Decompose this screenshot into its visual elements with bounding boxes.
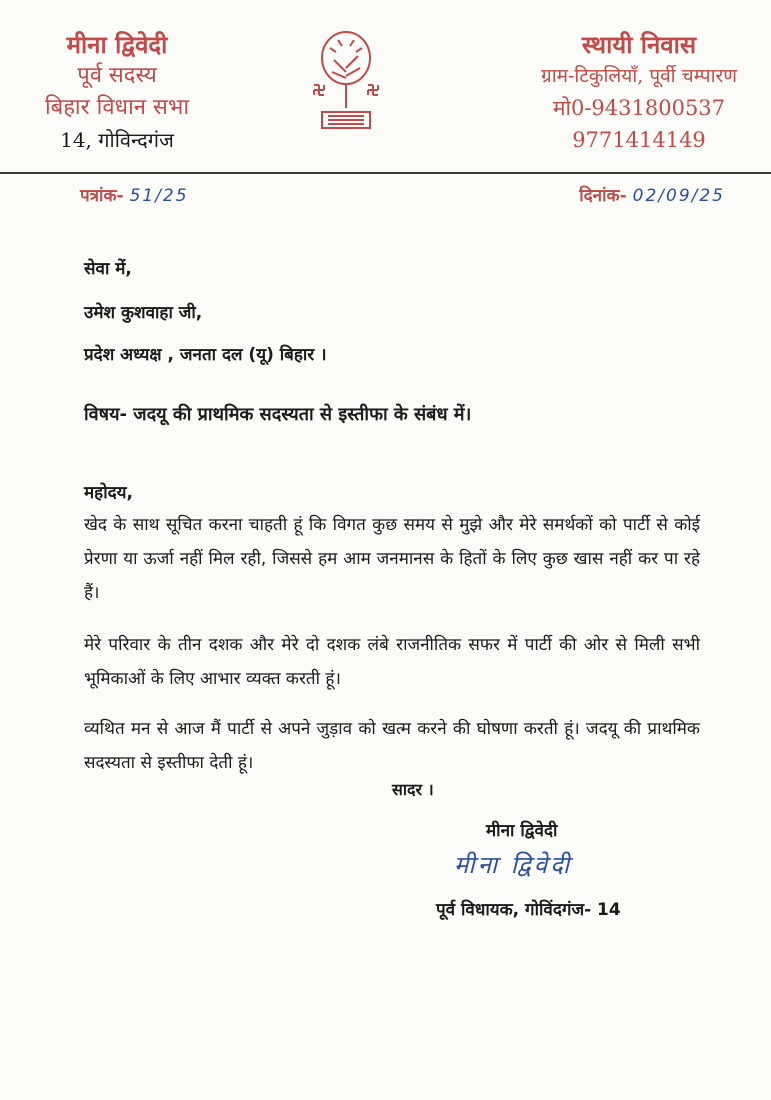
letterhead-constituency: 14, गोविन्दगंज [60, 128, 174, 152]
letterhead-left [22, 30, 212, 156]
mobile-number-1: मो0-9431800537 [552, 96, 726, 120]
salutation: महोदय, [84, 483, 133, 503]
header-divider [0, 172, 771, 174]
letterhead-right [529, 30, 749, 156]
recipient-line-2: उमेश कुशवाहा जी, [84, 303, 203, 323]
signatory-name: मीना द्विवेदी [486, 821, 558, 841]
reference-number [80, 183, 189, 206]
paragraph-2: मेरे परिवार के तीन दशक और मेरे दो दशक लंबे राजनीतिक सफर में पार्टी की ओर से मिली सभी भूमिकाओं के लिए आभार व्यक्त करती हूं। [84, 635, 700, 689]
reference-label: पत्रांक- [80, 186, 124, 206]
recipient-line-1: सेवा में, [84, 259, 132, 279]
letterhead-assembly: बिहार विधान सभा [44, 95, 190, 120]
residence-address: ग्राम-टिकुलियाँ, पूर्वी चम्पारण [541, 65, 737, 87]
reference-value: 51/25 [129, 186, 189, 206]
letter-date [579, 183, 725, 206]
mobile-number-2: 9771414149 [572, 128, 706, 152]
date-value: 02/09/25 [632, 186, 725, 206]
paragraph-1: खेद के साथ सूचित करना चाहती हूं कि विगत कुछ समय से मुझे और मेरे समर्थकों को पार्टी से कोई प्रेरणा या ऊर्जा नहीं मिल रही, जिससे हम आम जनमानस के हितों के लिए कुछ खास नहीं कर पा रहे हैं। [84, 515, 700, 603]
residence-heading: स्थायी निवास [581, 30, 697, 59]
handwritten-signature: मीना द्विवेदी [454, 851, 573, 879]
letterhead-name: मीना द्विवेदी [66, 30, 168, 59]
closing: सादर । [392, 780, 434, 799]
signatory-designation: पूर्व विधायक, गोविंदगंज- 14 [436, 900, 621, 920]
date-label: दिनांक- [579, 186, 627, 206]
tree-emblem-icon [308, 28, 384, 132]
subject-line: विषय- जदयू की प्राथमिक सदस्यता से इस्तीफा के संबंध में। [84, 404, 472, 425]
letterhead-title: पूर्व सदस्य [77, 63, 157, 88]
paragraph-3: व्यथित मन से आज मैं पार्टी से अपने जुड़ाव को खत्म करने की घोषणा करती हूं। जदयू की प्राथमिक सदस्यता से इस्तीफा देती हूं। [84, 719, 700, 773]
recipient-line-3: प्रदेश अध्यक्ष , जनता दल (यू) बिहार । [84, 345, 327, 365]
